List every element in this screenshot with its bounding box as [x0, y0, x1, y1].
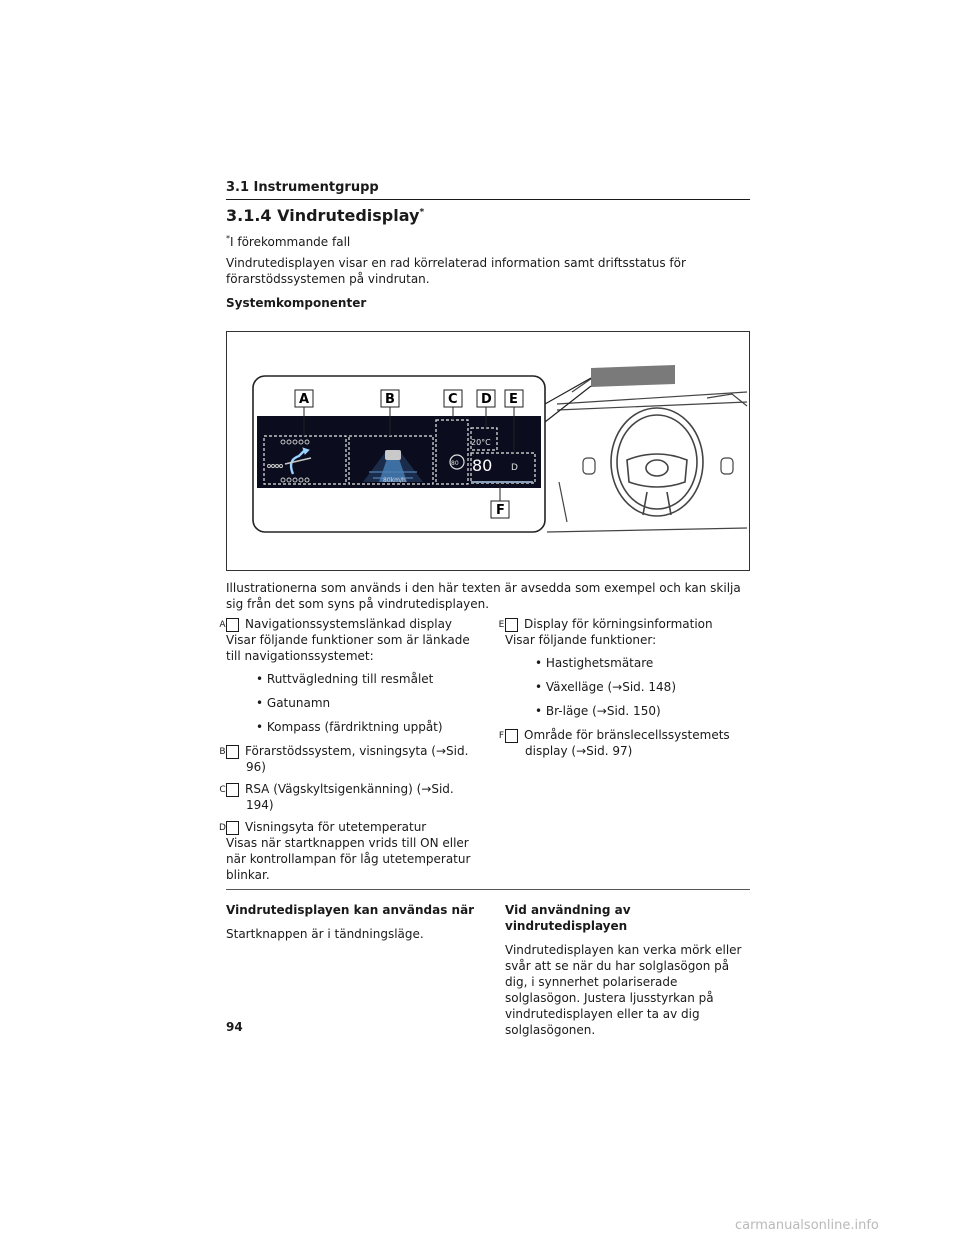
footnote-marker: *: [226, 234, 230, 243]
label-badge: F: [505, 729, 518, 743]
watermark: carmanualsonline.info: [735, 1218, 879, 1233]
bullet-item: • Br-läge (→Sid. 150): [535, 704, 661, 718]
section-divider: [226, 889, 750, 890]
item-title: Visningsyta för utetemperatur: [245, 820, 427, 834]
temperature-readout: 20°C: [471, 438, 491, 447]
item-desc: Visas när startknappen vrids till ON eller när kontrollampan för låg utetemperatur blinkar.: [226, 836, 471, 882]
label-badge: D: [226, 821, 239, 835]
steering-wheel-icon: [611, 408, 703, 516]
speedometer-value: 80: [472, 456, 493, 475]
page-title: [226, 206, 424, 225]
page-title-text: 3.1.4 Vindrutedisplay: [226, 206, 420, 225]
hud-illustration: [226, 331, 750, 571]
hud-illustration-svg: [227, 332, 749, 570]
callout-e: E: [509, 392, 518, 407]
item-desc: Visar följande funktioner som är länkade till navigationssystemet:: [226, 633, 470, 663]
intro-paragraph: Vindrutedisplayen visar en rad körrelaterad information samt driftsstatus för förarstödssystemen på vindrutan.: [226, 256, 686, 286]
components-heading: Systemkomponenter: [226, 296, 367, 310]
item-title: Förarstödssystem, visningsyta (→Sid. 96): [245, 744, 469, 774]
usage-heading: Vindrutedisplayen kan användas när: [226, 903, 475, 917]
label-badge: B: [226, 745, 239, 759]
list-item: [498, 616, 755, 719]
list-item: [219, 743, 476, 775]
component-list-right: [498, 616, 755, 765]
windshield-projection: [591, 365, 675, 387]
label-badge: E: [505, 618, 518, 632]
bullet-item: • Gatunamn: [256, 696, 331, 710]
label-badge: C: [226, 783, 239, 797]
label-badge: A: [226, 618, 239, 632]
callout-c: C: [448, 392, 458, 407]
item-title: Display för körningsinformation: [524, 617, 713, 631]
component-list-left: [219, 616, 476, 889]
figure-caption: Illustrationerna som används i den här texten är avsedda som exempel och kan skilja sig från det som syns på vindrutedisplayen.: [226, 581, 741, 611]
footnote: [226, 234, 350, 249]
bullet-item: • Kompass (färdriktning uppåt): [256, 720, 443, 734]
bullet-item: • Ruttvägledning till resmålet: [256, 672, 434, 686]
footnote-text: I förekommande fall: [230, 235, 351, 249]
callout-b: B: [385, 392, 395, 407]
usage-tips: [505, 902, 755, 1038]
section-header: 3.1 Instrumentgrupp: [226, 180, 750, 200]
bullet-item: • Hastighetsmätare: [535, 656, 654, 670]
list-item: [219, 781, 476, 813]
speed-sign-value: 80: [451, 460, 459, 467]
item-desc: Visar följande funktioner:: [505, 633, 657, 647]
page-number: 94: [226, 1020, 243, 1034]
bullet-item: • Växelläge (→Sid. 148): [535, 680, 676, 694]
lane-speed-readout: 80km/h: [383, 477, 406, 484]
callout-a: A: [299, 392, 310, 407]
title-marker: *: [419, 207, 425, 218]
list-item: [219, 616, 476, 735]
usage-text: Startknappen är i tändningsläge.: [226, 927, 424, 941]
item-title: Område för bränslecellssystemets display (→Sid. 97): [524, 728, 730, 758]
list-item: [498, 727, 755, 759]
callout-d: D: [481, 392, 492, 407]
usage-conditions: [226, 902, 476, 942]
item-title: Navigationssystemslänkad display: [245, 617, 453, 631]
tips-text: Vindrutedisplayen kan verka mörk eller svår att se när du har solglasögon på dig, i synnerhet polariserade solglasögon. Justera ljusstyrkan på vindrutedisplayen eller ta av dig solglasögonen.: [505, 943, 742, 1037]
gear-indicator: D: [511, 463, 518, 473]
tips-heading: Vid användning av vindrutedisplayen: [505, 903, 631, 933]
callout-f: F: [496, 503, 505, 518]
item-title: RSA (Vägskyltsigenkänning) (→Sid. 194): [245, 782, 454, 812]
list-item: [219, 819, 476, 883]
